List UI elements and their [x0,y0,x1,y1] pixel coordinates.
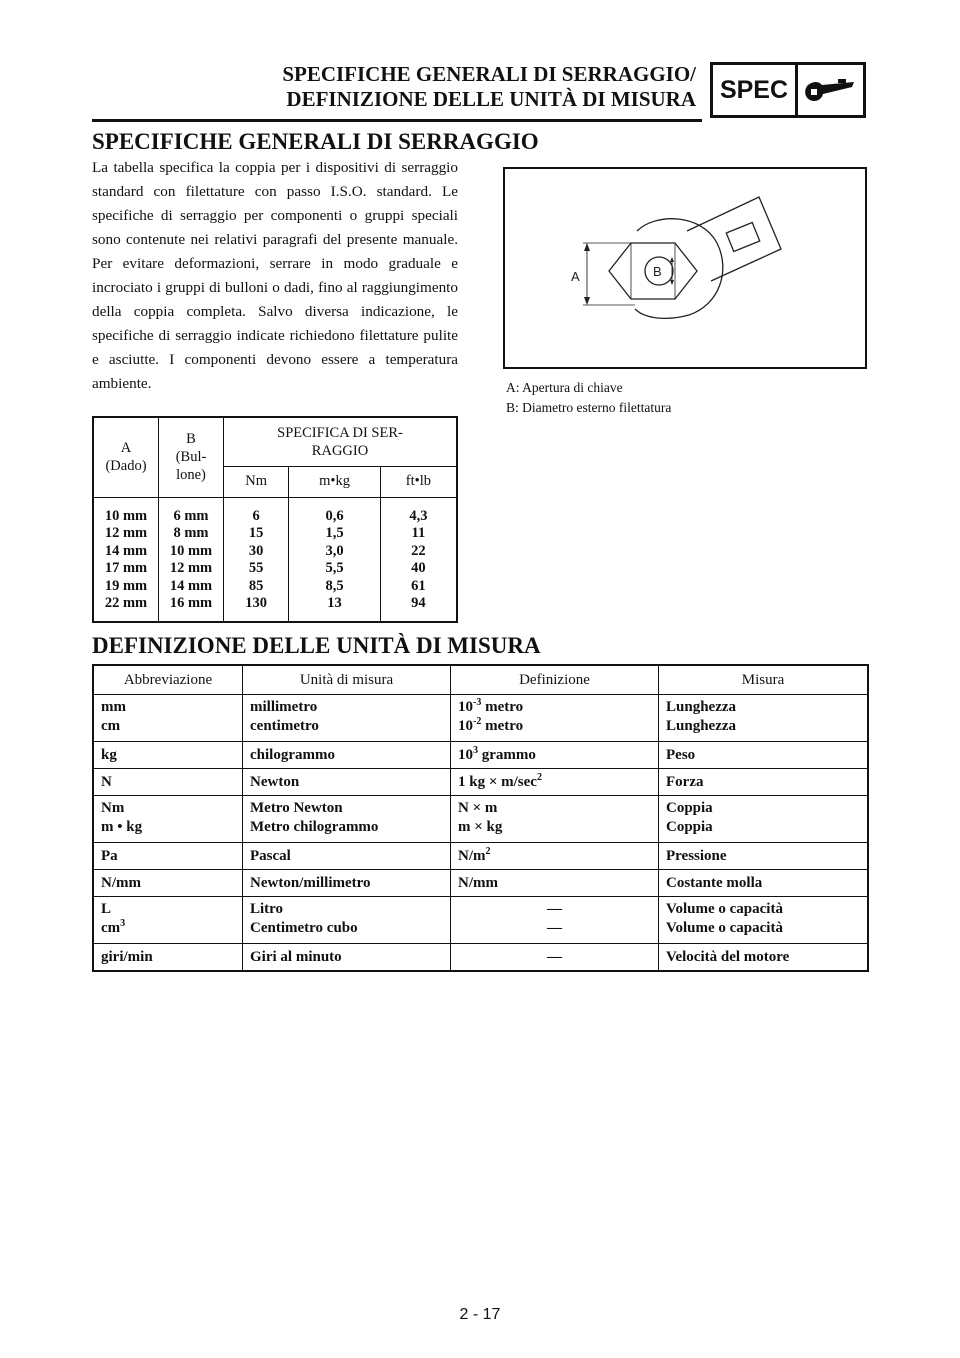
cell-def: 1 kg × $m/\sec^2$ [451,769,659,796]
cell-abbr: kg [93,742,243,769]
mkg-values: 0,6 1,5 3,0 5,5 8,5 13 [289,497,380,622]
table-row [93,742,868,769]
cell-def: $N/m^2$ [451,843,659,870]
cell-unit: Litro Centimetro cubo [243,897,451,944]
cell-unit: Newton [243,769,451,796]
units-table [92,664,869,972]
cell-measure: Pressione [659,843,869,870]
ftlb-values: 4,3 11 22 40 61 94 [380,497,457,622]
spec-badge [710,62,866,118]
cell-def: N/mm [451,870,659,897]
wrench-icon [802,75,860,105]
a-values: 10 mm 12 mm 14 mm 17 mm 19 mm 22 mm [93,497,159,622]
cell-abbr: Pa [93,843,243,870]
torque-table [92,416,458,623]
unit-ftlb-header: ft•lb [380,466,457,497]
table-row [93,695,868,742]
cell-def: $10^3$ grammo [451,742,659,769]
header-title-line2: DEFINIZIONE DELLE UNITÀ DI MISURA [286,87,696,111]
cell-def: — — [451,897,659,944]
cell-unit: chilogrammo [243,742,451,769]
cell-measure: Forza [659,769,869,796]
units-header-def: Definizione [451,665,659,695]
spec-badge-label: SPEC [713,65,798,115]
caption-a: A: Apertura di chiave [506,380,623,395]
cell-measure: Lunghezza Lunghezza [659,695,869,742]
table-row [93,870,868,897]
cell-measure: Velocità del motore [659,944,869,972]
cell-unit: Pascal [243,843,451,870]
cell-def: N × m m × kg [451,796,659,843]
cell-abbr: N/mm [93,870,243,897]
torque-paragraph: La tabella specifica la coppia per i dispositivi di serraggio standard con filettature con passo I.S.O. standard. Le specifiche di serraggio per componenti o gruppi speciali sono contenute nei relativi paragrafi del presente manuale. Per evitare deformazioni, serrare in modo graduale e incrociato i gruppi di bulloni o dadi, fino al raggiungimento della coppia completa. Salvo diversa indicazione, le specifiche di serraggio indicate richiedono filettature pulite e asciutte. I componenti devono essere a temperatura ambiente. [92,159,458,392]
cell-abbr: mm cm [93,695,243,742]
cell-measure: Peso [659,742,869,769]
cell-measure: Coppia Coppia [659,796,869,843]
nm-values: 6 15 30 55 85 130 [224,497,289,622]
table-row [93,843,868,870]
cell-def: — [451,944,659,972]
table-row [93,769,868,796]
table-row [93,796,868,843]
cell-abbr: giri/min [93,944,243,972]
cell-abbr: L $cm^3$ [93,897,243,944]
cell-unit: Newton/millimetro [243,870,451,897]
caption-b: B: Diametro esterno filettatura [506,400,672,415]
cell-measure: Costante molla [659,870,869,897]
units-heading: DEFINIZIONE DELLE UNITÀ DI MISURA [92,633,541,658]
wrench-figure [503,167,867,369]
header-title-line1: SPECIFICHE GENERALI DI SERRAGGIO/ [282,62,696,86]
col-spec-header: SPECIFICA DI SER- RAGGIO [224,417,458,466]
units-header-abbr: Abbreviazione [93,665,243,695]
cell-unit: Metro Newton Metro chilogrammo [243,796,451,843]
table-row [93,944,868,972]
table-row [93,897,868,944]
cell-measure: Volume o capacità Volume o capacità [659,897,869,944]
units-header-unit: Unità di misura [243,665,451,695]
cell-unit: Giri al minuto [243,944,451,972]
cell-unit: millimetro centimetro [243,695,451,742]
col-a-header: A (Dado) [93,417,159,497]
page-number: 2 - 17 [459,1306,501,1323]
cell-abbr: Nm m • kg [93,796,243,843]
b-values: 6 mm 8 mm 10 mm 12 mm 14 mm 16 mm [159,497,224,622]
cell-def: $10^{-3}$ metro $10^{-2}$ metro [451,695,659,742]
col-b-header: B (Bul- lone) [159,417,224,497]
torque-heading: SPECIFICHE GENERALI DI SERRAGGIO [92,129,539,154]
unit-nm-header: Nm [224,466,289,497]
header-rule [92,119,702,122]
header-title [200,62,696,112]
unit-mkg-header: m•kg [289,466,380,497]
figure-label-b: B [653,264,662,279]
units-header-measure: Misura [659,665,869,695]
wrench-nut-illustration [505,169,865,367]
cell-abbr: N [93,769,243,796]
figure-label-a: A [571,269,580,284]
